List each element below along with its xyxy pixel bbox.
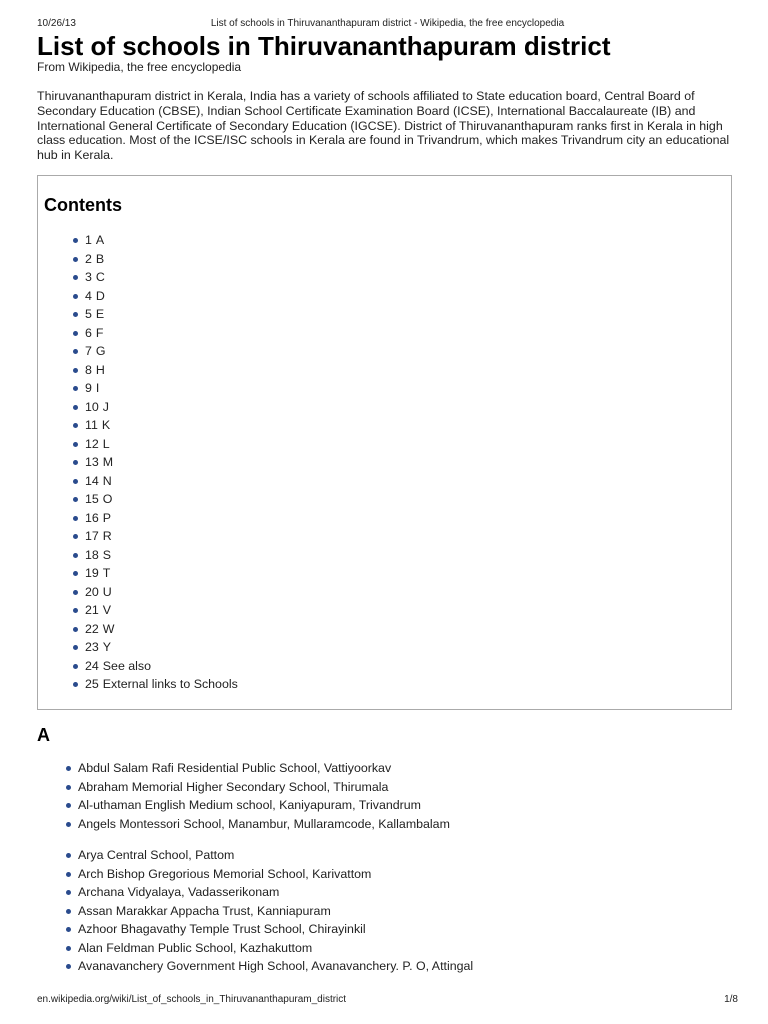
school-name: Archana Vidyalaya, Vadasserikonam (78, 885, 280, 899)
toc-item-m[interactable] (38, 453, 238, 472)
bullet-icon (73, 423, 78, 428)
school-list-item (0, 796, 450, 815)
toc-item-label: G (95, 344, 106, 358)
toc-item-number: 21 (85, 603, 99, 617)
school-name: Assan Marakkar Appacha Trust, Kanniapuram (78, 903, 331, 918)
toc-item-number: 14 (85, 473, 99, 488)
toc-item-label: T (102, 566, 111, 580)
site-tagline: From Wikipedia, the free encyclopedia (37, 60, 242, 74)
toc-item-label: R (102, 529, 112, 543)
toc-item-n[interactable] (38, 472, 238, 491)
toc-item-number: 8 (85, 362, 92, 377)
toc-item-j[interactable] (38, 398, 238, 417)
bullet-icon (66, 785, 71, 790)
bullet-icon (66, 853, 71, 858)
school-name: Angels Montessori School, Manambur, Mullaramcode, Kallambalam (78, 816, 450, 831)
bullet-icon (73, 497, 78, 502)
bullet-icon (73, 294, 78, 299)
bullet-icon (66, 803, 71, 808)
bullet-icon (73, 331, 78, 336)
toc-item-u[interactable] (38, 583, 238, 602)
toc-item-number: 20 (85, 584, 99, 599)
school-name: Arch Bishop Gregorious Memorial School, Karivattom (78, 866, 372, 881)
bullet-icon (66, 909, 71, 914)
toc-item-r[interactable] (38, 527, 238, 546)
toc-item-w[interactable] (38, 620, 238, 639)
toc-item-y[interactable] (38, 638, 238, 657)
toc-item-number: 18 (85, 547, 99, 562)
bullet-icon (73, 479, 78, 484)
toc-item-p[interactable] (38, 509, 238, 528)
toc-item-external-links-to-schools[interactable] (38, 675, 238, 694)
bullet-icon (73, 460, 78, 465)
bullet-icon (73, 516, 78, 521)
bullet-icon (66, 890, 71, 895)
toc-item-number: 12 (85, 436, 99, 451)
toc-list (38, 231, 238, 694)
toc-item-see-also[interactable] (38, 657, 238, 676)
school-name: Avanavanchery Government High School, Avanavanchery. P. O, Attingal (78, 959, 474, 973)
toc-item-number: 25 (85, 677, 99, 691)
toc-item-label: H (95, 362, 105, 377)
school-list-item (0, 865, 473, 884)
toc-item-number: 10 (85, 399, 99, 414)
toc-item-number: 22 (85, 621, 99, 636)
toc-item-e[interactable] (38, 305, 238, 324)
toc-item-number: 2 (85, 251, 92, 266)
toc-item-a[interactable] (38, 231, 238, 250)
school-list-item (0, 815, 450, 834)
school-name: Azhoor Bhagavathy Temple Trust School, Chirayinkil (78, 922, 366, 936)
school-list-item (0, 846, 473, 865)
bullet-icon (73, 534, 78, 539)
toc-item-label: W (102, 621, 115, 636)
toc-item-label: See also (102, 658, 152, 673)
toc-item-label: K (101, 418, 111, 432)
school-name: Al-uthaman English Medium school, Kaniyapuram, Trivandrum (78, 798, 421, 812)
toc-item-label: I (95, 381, 100, 395)
bullet-icon (73, 405, 78, 410)
bullet-icon (66, 766, 71, 771)
toc-item-label: A (95, 233, 105, 247)
bullet-icon (73, 682, 78, 687)
school-list-item (0, 939, 473, 958)
toc-item-label: F (95, 325, 104, 340)
print-url: en.wikipedia.org/wiki/List_of_schools_in_Thiruvananthapuram_district (37, 994, 347, 1005)
bullet-icon (73, 590, 78, 595)
toc-item-k[interactable] (38, 416, 238, 435)
toc-item-s[interactable] (38, 546, 238, 565)
toc-item-number: 11 (85, 418, 98, 432)
school-list-group-1 (0, 759, 450, 833)
toc-item-c[interactable] (38, 268, 238, 287)
bullet-icon (73, 238, 78, 243)
toc-item-i[interactable] (38, 379, 238, 398)
toc-item-label: L (102, 436, 110, 451)
bullet-icon (73, 664, 78, 669)
bullet-icon (66, 872, 71, 877)
section-heading-a: A (37, 725, 50, 745)
bullet-icon (66, 946, 71, 951)
toc-item-t[interactable] (38, 564, 238, 583)
print-page-title: List of schools in Thiruvananthapuram district - Wikipedia, the free encyclopedia (210, 18, 565, 29)
toc-item-label: N (102, 473, 112, 488)
toc-item-number: 5 (85, 307, 92, 321)
page-number: 1/8 (724, 994, 738, 1005)
toc-item-number: 9 (85, 381, 92, 395)
bullet-icon (73, 553, 78, 558)
bullet-icon (66, 964, 71, 969)
toc-item-d[interactable] (38, 287, 238, 306)
school-name: Alan Feldman Public School, Kazhakuttom (78, 940, 313, 955)
toc-item-l[interactable] (38, 435, 238, 454)
bullet-icon (73, 571, 78, 576)
toc-item-number: 16 (85, 510, 99, 525)
toc-item-number: 3 (85, 270, 92, 284)
school-list-group-2 (0, 846, 473, 976)
toc-item-b[interactable] (38, 250, 238, 269)
print-footer (37, 994, 738, 1006)
toc-item-f[interactable] (38, 324, 238, 343)
toc-item-number: 15 (85, 492, 99, 506)
bullet-icon (73, 442, 78, 447)
school-name: Abraham Memorial Higher Secondary School, Thirumala (78, 779, 389, 794)
toc-item-number: 13 (85, 455, 99, 469)
toc-item-number: 7 (85, 344, 92, 358)
bullet-icon (73, 608, 78, 613)
toc-item-number: 6 (85, 325, 92, 340)
school-list-item (0, 883, 473, 902)
bullet-icon (73, 386, 78, 391)
page-title: List of schools in Thiruvananthapuram district (37, 31, 611, 61)
toc-item-label: P (102, 510, 112, 525)
bullet-icon (73, 349, 78, 354)
toc-item-o[interactable] (38, 490, 238, 509)
toc-item-label: O (102, 492, 113, 506)
school-name: Abdul Salam Rafi Residential Public School, Vattiyoorkav (78, 761, 392, 775)
school-list-item (0, 778, 450, 797)
table-of-contents (37, 175, 732, 710)
toc-item-label: External links to Schools (102, 677, 238, 691)
toc-item-label: D (95, 288, 105, 303)
print-header (37, 18, 738, 30)
toc-item-number: 24 (85, 658, 99, 673)
bullet-icon (73, 257, 78, 262)
bullet-icon (73, 275, 78, 280)
bullet-icon (73, 627, 78, 632)
bullet-icon (66, 822, 71, 827)
toc-item-label: Y (102, 640, 112, 654)
intro-paragraph: Thiruvananthapuram district in Kerala, India has a variety of schools affiliated to State education board, Central Board of Secondary Education (CBSE), Indian School Certificate Examination Board (ICSE), International Baccalaureate (IB) and International General Certificate of Secondary Education (IGCSE). District of Thiruvananthapuram ranks first in Kerala in high class education. Most of the ICSE/ISC schools in Kerala are found in Trivandrum, which makes Trivandrum city an educational hub in Kerala. (37, 89, 730, 163)
toc-item-label: V (102, 603, 112, 617)
school-list-item (0, 759, 450, 778)
toc-item-g[interactable] (38, 342, 238, 361)
toc-item-label: C (95, 270, 105, 284)
toc-item-label: B (95, 251, 105, 266)
toc-item-number: 1 (85, 233, 92, 247)
toc-item-label: J (102, 399, 109, 414)
toc-item-label: M (102, 455, 114, 469)
toc-item-label: U (102, 584, 112, 599)
bullet-icon (73, 312, 78, 317)
toc-item-number: 4 (85, 288, 92, 303)
bullet-icon (73, 368, 78, 373)
toc-item-label: S (102, 547, 112, 562)
toc-item-label: E (95, 307, 105, 321)
toc-item-number: 19 (85, 566, 99, 580)
print-date: 10/26/13 (37, 18, 76, 29)
school-name: Arya Central School, Pattom (78, 848, 235, 862)
school-list-item (0, 920, 473, 939)
bullet-icon (73, 645, 78, 650)
toc-item-h[interactable] (38, 361, 238, 380)
school-list-item (0, 902, 473, 921)
toc-title: Contents (44, 195, 122, 215)
toc-item-number: 17 (85, 529, 99, 543)
toc-item-v[interactable] (38, 601, 238, 620)
toc-item-number: 23 (85, 640, 99, 654)
school-list-item (0, 957, 473, 976)
bullet-icon (66, 927, 71, 932)
